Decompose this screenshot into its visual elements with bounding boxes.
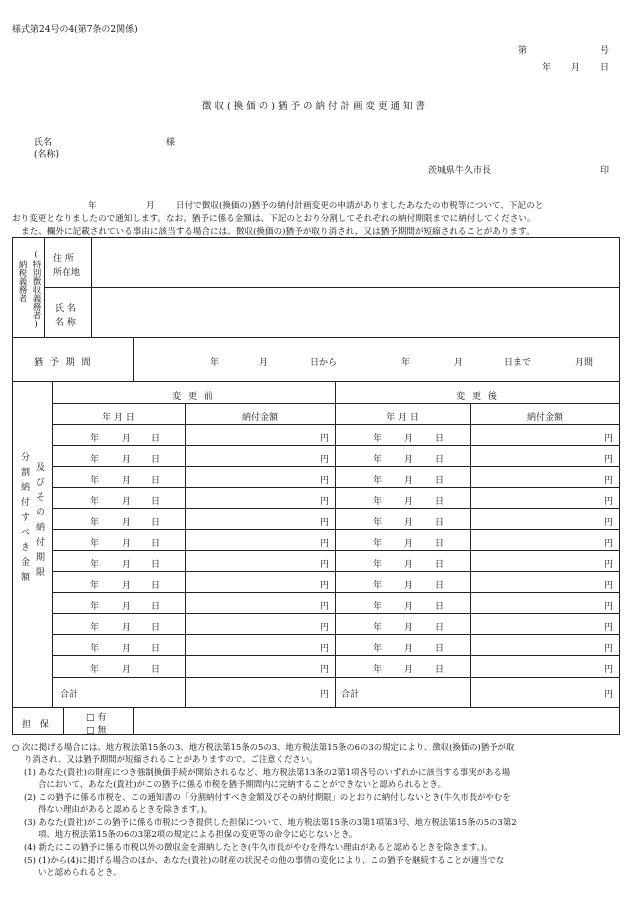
- after-row-day: 日: [435, 644, 445, 654]
- address-field[interactable]: [92, 238, 619, 286]
- before-row-month: 月: [122, 455, 132, 465]
- after-row-month: 月: [404, 665, 414, 675]
- addressee-name-label: 氏名: [34, 138, 53, 148]
- form-number: 様式第24号の4(第7条の2関係): [12, 25, 138, 35]
- note-1a: (1) あなた(貴社)の財産につき強制換価手続が開始されるなど、地方税法第13条の2第1項各号のいずれかに該当する事実がある場: [24, 767, 511, 777]
- issue-day: 日: [600, 63, 610, 73]
- name-label-1: 氏 名: [55, 304, 76, 314]
- before-row-month: 月: [122, 434, 132, 444]
- note-3b: 項、地方税法第15条の6の3第2項の規定による担保の変更等の命令に応じないとき。: [38, 829, 358, 839]
- after-row-year: 年: [373, 497, 383, 507]
- before-row-month: 月: [122, 665, 132, 675]
- before-row-yen: 円: [320, 644, 330, 654]
- address-label-1: 住 所: [53, 254, 74, 264]
- body-year: 年: [88, 201, 97, 211]
- period-months: 月間: [575, 358, 594, 368]
- note-2a: (2) この猶予に係る市税を、この通知書の「分割納付すべき金額及びその納付期限」のとおりに納付しないとき(牛久市長がやむを: [24, 792, 511, 802]
- after-total-label: 合計: [341, 690, 360, 700]
- after-row-year: 年: [373, 539, 383, 549]
- collateral-no-checkbox[interactable]: □ 無: [86, 726, 107, 736]
- before-date-header: 年 月 日: [102, 413, 135, 423]
- after-row-month: 月: [404, 497, 414, 507]
- addressee-name-sub: (名称): [34, 150, 60, 160]
- taxpayer-side-sub: (特別徴収義務者): [31, 250, 41, 330]
- after-row-year: 年: [373, 665, 383, 675]
- sender-mayor: 茨城県牛久市長: [428, 166, 492, 176]
- period-year-2: 年: [401, 358, 411, 368]
- body-line-1: 日付で徴収(換価の)猶予の納付計画変更の申請がありましたあなたの市税等について、下記のと: [176, 201, 544, 211]
- before-row-yen: 円: [320, 665, 330, 675]
- after-row-day: 日: [435, 497, 445, 507]
- note-intro-2: り消され、又は猶予期間が短縮されることがありますので、ご注意ください。: [24, 754, 318, 764]
- after-row-year: 年: [373, 476, 383, 486]
- body-line-2: おり変更となりましたので通知します。なお、猶予に係る金額は、下記のとおり分割してそれぞれの納付期限までに納付してください。: [12, 214, 536, 224]
- body-line-3: また、欄外に記載されている事由に該当する場合には、徴収(換価の)猶予が取り消され、又は猶予期間が短縮されることがあります。: [21, 227, 535, 237]
- after-row-yen: 円: [604, 455, 614, 465]
- body-month: 月: [146, 201, 155, 211]
- period-year-1: 年: [210, 358, 220, 368]
- note-4: (4) 新たにこの猶予に係る市税以外の徴収金を滞納したとき(牛久市長がやむを得ない理由があると認めるときを除きます。)。: [24, 842, 493, 852]
- after-row-month: 月: [404, 476, 414, 486]
- before-header: 変 更 前: [172, 392, 215, 402]
- address-label-2: 所在地: [53, 268, 81, 278]
- before-row-day: 日: [151, 644, 161, 654]
- period-from: 日から: [310, 358, 338, 368]
- before-row-month: 月: [122, 539, 132, 549]
- before-row-day: 日: [151, 539, 161, 549]
- before-row-day: 日: [151, 518, 161, 528]
- after-row-month: 月: [404, 539, 414, 549]
- after-row-year: 年: [373, 644, 383, 654]
- period-until: 日まで: [504, 358, 532, 368]
- before-row-day: 日: [151, 581, 161, 591]
- after-row-month: 月: [404, 455, 414, 465]
- before-row-yen: 円: [320, 455, 330, 465]
- period-month-1: 月: [259, 358, 269, 368]
- after-row-month: 月: [404, 518, 414, 528]
- before-total-label: 合計: [60, 690, 79, 700]
- collateral-yes-checkbox[interactable]: □ 有: [86, 713, 107, 723]
- after-row-day: 日: [435, 455, 445, 465]
- issue-year: 年: [542, 63, 552, 73]
- after-row-yen: 円: [604, 434, 614, 444]
- after-row-yen: 円: [604, 623, 614, 633]
- before-row-day: 日: [151, 476, 161, 486]
- before-row-month: 月: [122, 623, 132, 633]
- after-row-year: 年: [373, 560, 383, 570]
- after-total-yen: 円: [604, 690, 614, 700]
- installment-side-label-b: 及びその納付期限: [34, 462, 44, 582]
- before-row-yen: 円: [320, 581, 330, 591]
- after-row-yen: 円: [604, 644, 614, 654]
- before-row-year: 年: [90, 560, 100, 570]
- before-row-month: 月: [122, 560, 132, 570]
- before-row-year: 年: [90, 539, 100, 549]
- collateral-label: 担 保: [22, 720, 52, 730]
- after-row-month: 月: [404, 434, 414, 444]
- before-row-year: 年: [90, 623, 100, 633]
- before-row-year: 年: [90, 665, 100, 675]
- after-row-month: 月: [404, 581, 414, 591]
- note-5b: いと認められるとき。: [38, 867, 122, 877]
- after-row-year: 年: [373, 602, 383, 612]
- seal-mark: 印: [600, 166, 610, 176]
- before-row-day: 日: [151, 560, 161, 570]
- before-row-year: 年: [90, 602, 100, 612]
- after-row-yen: 円: [604, 497, 614, 507]
- after-row-day: 日: [435, 581, 445, 591]
- after-row-day: 日: [435, 560, 445, 570]
- after-row-day: 日: [435, 665, 445, 675]
- after-row-day: 日: [435, 539, 445, 549]
- after-row-yen: 円: [604, 518, 614, 528]
- note-3a: (3) あなた(貴社)がこの猶予に係る市税につき提供した担保について、地方税法第15条の3第1項第3号、地方税法第15条の5の3第2: [24, 817, 517, 827]
- after-row-year: 年: [373, 518, 383, 528]
- before-row-yen: 円: [320, 602, 330, 612]
- before-row-month: 月: [122, 518, 132, 528]
- before-row-day: 日: [151, 455, 161, 465]
- after-row-month: 月: [404, 602, 414, 612]
- installment-side-label-a: 分割納付すべき金額: [19, 452, 29, 587]
- after-row-yen: 円: [604, 560, 614, 570]
- note-5a: (5) (1)から(4)に掲げる場合のほか、あなた(貴社)の財産の状況その他の事情の変化により、この猶予を継続することが適当でな: [24, 855, 505, 865]
- after-row-yen: 円: [604, 476, 614, 486]
- before-row-month: 月: [122, 602, 132, 612]
- before-row-day: 日: [151, 665, 161, 675]
- after-row-month: 月: [404, 644, 414, 654]
- before-row-month: 月: [122, 497, 132, 507]
- name-label-2: 名 称: [55, 318, 76, 328]
- before-row-yen: 円: [320, 623, 330, 633]
- after-row-month: 月: [404, 623, 414, 633]
- before-row-year: 年: [90, 518, 100, 528]
- period-month-2: 月: [454, 358, 464, 368]
- note-intro: ○ 次に掲げる場合には、地方税法第15条の3、地方税法第15条の5の3、地方税法第15条の6の3の規定により、徴収(換価の)猶予が取: [12, 742, 515, 752]
- before-row-yen: 円: [320, 560, 330, 570]
- before-row-month: 月: [122, 581, 132, 591]
- before-row-year: 年: [90, 644, 100, 654]
- after-row-day: 日: [435, 434, 445, 444]
- name-field[interactable]: [92, 288, 619, 336]
- period-label: 猶 予 期 間: [34, 358, 93, 368]
- before-row-day: 日: [151, 497, 161, 507]
- before-amount-header: 納付金額: [241, 413, 278, 423]
- before-row-year: 年: [90, 434, 100, 444]
- after-row-year: 年: [373, 455, 383, 465]
- after-row-day: 日: [435, 602, 445, 612]
- after-row-yen: 円: [604, 665, 614, 675]
- after-row-year: 年: [373, 623, 383, 633]
- before-row-year: 年: [90, 581, 100, 591]
- before-row-day: 日: [151, 623, 161, 633]
- before-total-yen: 円: [320, 690, 330, 700]
- after-date-header: 年 月 日: [386, 413, 419, 423]
- after-row-yen: 円: [604, 581, 614, 591]
- after-row-yen: 円: [604, 602, 614, 612]
- before-row-month: 月: [122, 644, 132, 654]
- after-row-year: 年: [373, 581, 383, 591]
- after-row-yen: 円: [604, 539, 614, 549]
- before-row-month: 月: [122, 476, 132, 486]
- taxpayer-side-label: 納税義務者: [17, 260, 27, 303]
- after-row-day: 日: [435, 476, 445, 486]
- addressee-honorific: 様: [166, 138, 176, 148]
- before-row-yen: 円: [320, 497, 330, 507]
- note-1b: 合において、あなた(貴社)がこの猶予に係る市税を猶予期間内に完納することができないと認められるとき。: [38, 779, 447, 789]
- after-amount-header: 納付金額: [526, 413, 563, 423]
- after-row-day: 日: [435, 518, 445, 528]
- before-row-day: 日: [151, 434, 161, 444]
- note-2b: 得ない理由があると認めるときを除きます。)。: [38, 804, 213, 814]
- before-row-yen: 円: [320, 518, 330, 528]
- after-header: 変 更 後: [456, 392, 499, 402]
- before-row-yen: 円: [320, 434, 330, 444]
- before-row-day: 日: [151, 602, 161, 612]
- after-row-year: 年: [373, 434, 383, 444]
- after-row-month: 月: [404, 560, 414, 570]
- before-row-year: 年: [90, 476, 100, 486]
- after-row-day: 日: [435, 623, 445, 633]
- issue-month: 月: [571, 63, 581, 73]
- before-row-year: 年: [90, 455, 100, 465]
- before-row-yen: 円: [320, 539, 330, 549]
- doc-number-prefix: 第: [518, 46, 528, 56]
- document-title: 徴収(換価の)猶予の納付計画変更通知書: [202, 101, 428, 112]
- doc-number-suffix: 号: [600, 46, 610, 56]
- before-row-year: 年: [90, 497, 100, 507]
- before-row-yen: 円: [320, 476, 330, 486]
